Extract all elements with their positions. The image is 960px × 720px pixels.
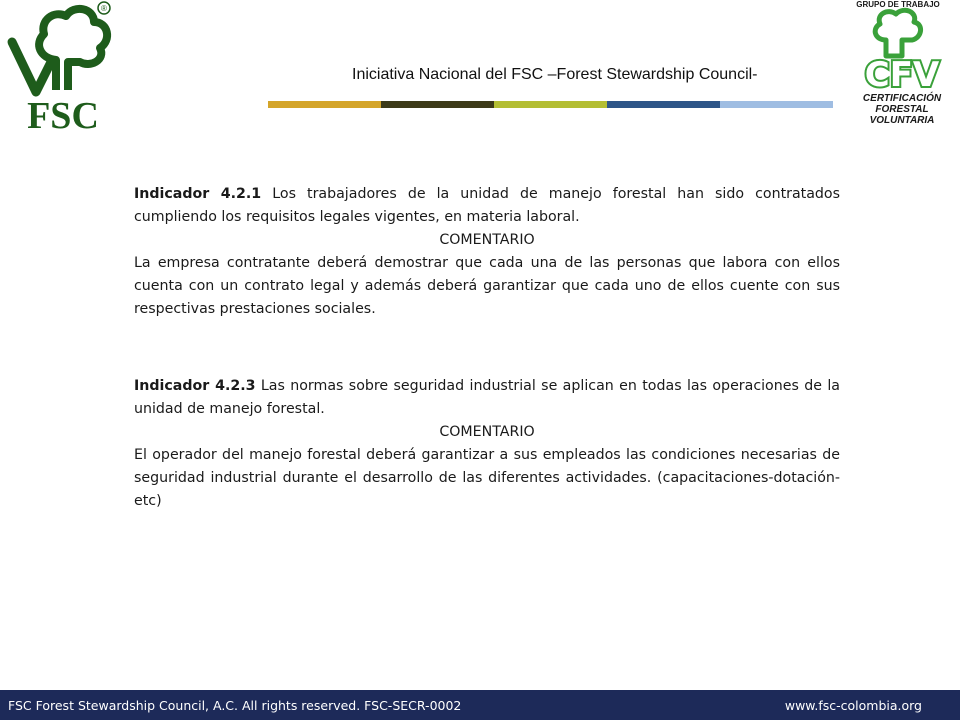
comment-text: El operador del manejo forestal deberá garantizar a sus empleados las condiciones necesarias de seguridad industrial durante el desarrollo de las diferentes actividades. (capacitaciones-dotación-etc)	[134, 447, 840, 509]
indicator-text: Los trabajadores de la unidad de manejo forestal han sido contratados cumpliendo los requisitos legales vigentes, en materia laboral.	[134, 186, 840, 225]
indicator-label: Indicador 4.2.3	[134, 378, 256, 394]
indicator-block	[134, 183, 840, 321]
indicator-paragraph	[134, 375, 840, 421]
indicator-label: Indicador 4.2.1	[134, 186, 262, 202]
header-title: Iniciativa Nacional del FSC –Forest Stewardship Council-	[352, 66, 758, 83]
cfv-line2: FORESTAL	[875, 104, 929, 115]
footer-bar	[0, 690, 960, 720]
indicator-paragraph	[134, 183, 840, 229]
color-bar-segment	[381, 101, 494, 108]
footer-website-link[interactable]: www.fsc-colombia.org	[784, 698, 922, 713]
cfv-line3: VOLUNTARIA	[869, 115, 935, 126]
comment-heading: COMENTARIO	[439, 424, 535, 440]
footer-copyright: FSC Forest Stewardship Council, A.C. All rights reserved. FSC-SECR-0002	[8, 698, 462, 713]
cfv-letters: CFV	[864, 55, 940, 95]
comment-heading: COMENTARIO	[439, 232, 535, 248]
cfv-logo	[846, 0, 960, 130]
indicator-text: Las normas sobre seguridad industrial se aplican en todas las operaciones de la unidad de manejo forestal.	[134, 378, 840, 417]
comment-text: La empresa contratante deberá demostrar que cada una de las personas que labora con ellos cuenta con un contrato legal y además deberá garantizar que cada uno de ellos cuente con sus respectivas prestaciones sociales.	[134, 255, 840, 317]
cfv-line1: CERTIFICACIÓN	[862, 93, 942, 104]
main-content	[134, 183, 840, 513]
color-bar-segment	[607, 101, 720, 108]
cfv-top-text: GRUPO DE TRABAJO	[856, 0, 940, 9]
color-bar-segment	[494, 101, 607, 108]
header-color-bar	[268, 101, 833, 108]
color-bar-segment	[720, 101, 833, 108]
registered-mark: ®	[101, 4, 107, 13]
fsc-logo	[0, 0, 126, 132]
indicator-block	[134, 375, 840, 513]
fsc-logo-text: FSC	[27, 95, 99, 132]
color-bar-segment	[268, 101, 381, 108]
